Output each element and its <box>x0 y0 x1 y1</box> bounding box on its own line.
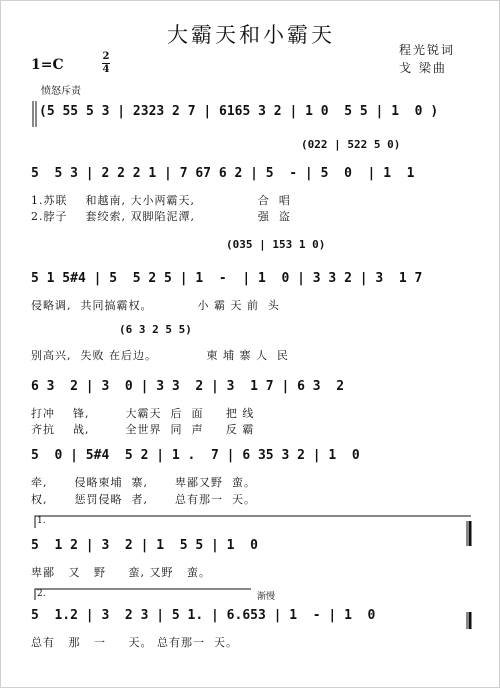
system-6-notes: 5 1 2 | 3 2 | 1 5 5 | 1 0 <box>31 538 258 553</box>
volta-2-bracket <box>35 589 251 600</box>
system-2-lyric-2: 2.脖子 套绞索, 双脚陷泥潭, 强 盗 <box>31 210 291 223</box>
system-2-alt-notes: (022 | 522 5 0) <box>301 138 401 151</box>
system-6-lyric: 卑鄙 又 野 蛮, 又野 蛮。 <box>31 566 211 579</box>
system-4-notes: 6 3 2 | 3 0 | 3 3 2 | 3 1 7 | 6 3 2 <box>31 379 345 394</box>
system-3-notes: 5 1 5#4 | 5 5 2 5 | 1 - | 1 0 | 3 3 2 | 3 1 7 <box>31 271 423 286</box>
system-1-notes: (5 55 5 3 | 2323 2 7 | 6165 3 2 | 1 0 5 5 | 1 0 ) <box>39 104 439 119</box>
volta-1-label: 1. <box>37 516 46 526</box>
system-3-alt-notes: (035 | 153 1 0) <box>226 238 326 251</box>
system-7-notes: 5 1.2 | 3 2 3 | 5 1. | 6.653 | 1 - | 1 0 <box>31 608 376 623</box>
time-numerator: 2 <box>102 51 110 62</box>
system-4-lyric-1: 打冲 锋, 大霸天 后 面 把 线 <box>31 407 255 420</box>
system-2-notes: 5 5 3 | 2 2 2 1 | 7 67 6 2 | 5 - | 5 0 | 1 1 <box>31 166 415 181</box>
system-3-lyric-1: 侵略调, 共同搞霸权。 小 霸 天 前 头 <box>31 299 280 312</box>
system-4-lyric-2: 齐抗 战, 全世界 同 声 反 霸 <box>31 423 255 436</box>
system-5-lyric-1: 牵, 侵略柬埔 寨, 卑鄙又野 蛮。 <box>31 476 256 489</box>
system-2-lyric-1: 1.苏联 和越南, 大小两霸天, 合 唱 <box>31 194 291 207</box>
system-3-lyric-2: 别高兴, 失败 在后边。 柬 埔 寨 人 民 <box>31 349 289 362</box>
system-7-lyric: 总有 那 一 天。 总有那一 天。 <box>31 636 238 649</box>
volta-2-label: 2. <box>37 589 46 599</box>
lyricist-credit: 程光锐词 <box>399 43 456 57</box>
volta-1-bracket <box>35 516 471 528</box>
system-4-alt-notes: (6 3 2 5 5) <box>119 323 192 336</box>
time-denominator: 4 <box>102 64 110 75</box>
composer-credit: 戈 梁曲 <box>399 61 447 75</box>
tempo-rit-marking: 渐慢 <box>257 592 276 602</box>
system-5-notes: 5 0 | 5#4 5 2 | 1 . 7 | 6 35 3 2 | 1 0 <box>31 448 360 463</box>
system-5-lyric-2: 权, 惩罚侵略 者, 总有那一 天。 <box>31 493 256 506</box>
song-title: 大霸天和小霸天 <box>167 23 335 47</box>
tempo-marking: 愤怒斥责 <box>41 86 81 97</box>
key-signature: 1=C <box>31 57 64 73</box>
score-rules <box>1 1 500 689</box>
